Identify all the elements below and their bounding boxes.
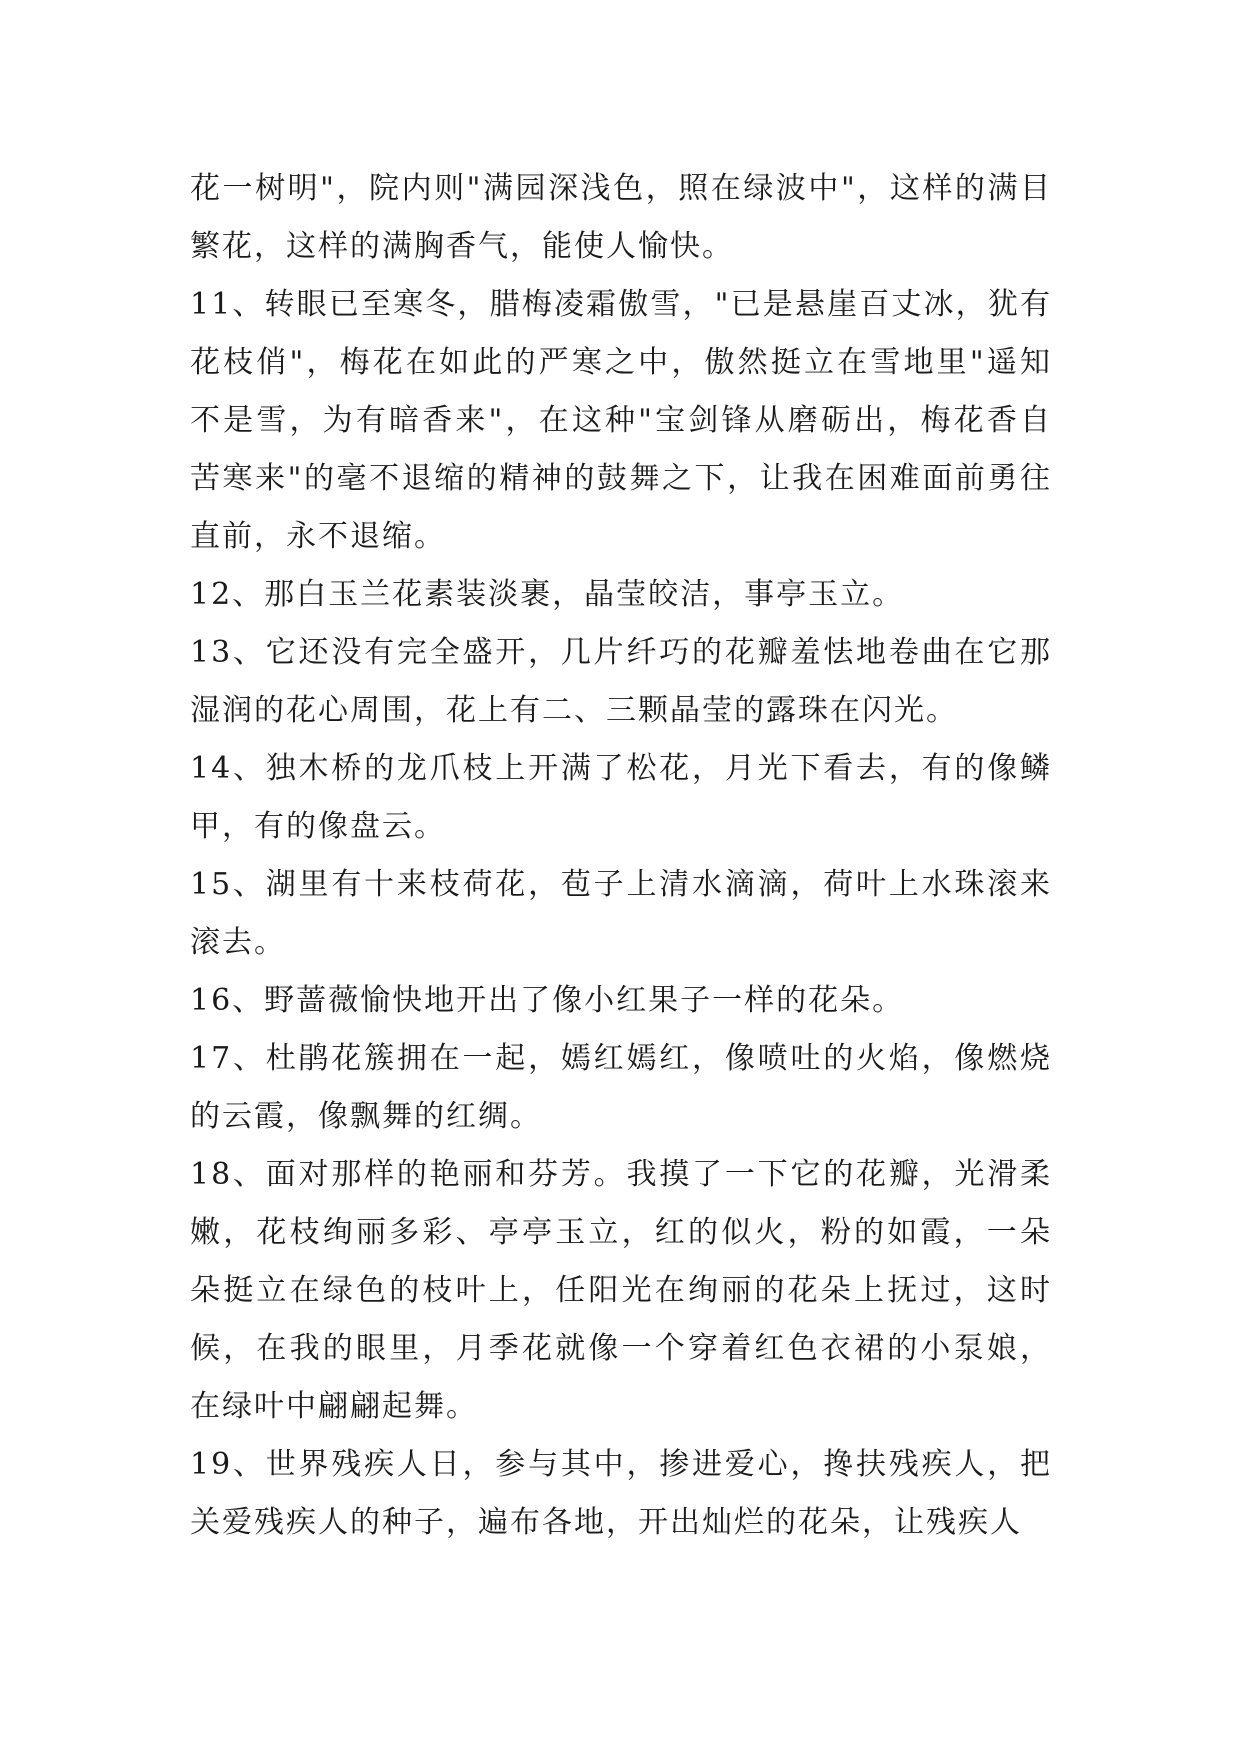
paragraph-19: 19、世界残疾人日，参与其中，掺进爱心，搀扶残疾人，把关爱残疾人的种子，遍布各地，开出灿烂的花朵，让残疾人 (190, 1447, 1052, 1540)
paragraph-17: 17、杜鹃花簇拥在一起，嫣红嫣红，像喷吐的火焰，像燃烧的云霞，像飘舞的红绸。 (190, 1041, 1052, 1134)
paragraph-13: 13、它还没有完全盛开，几片纤巧的花瓣羞怯地卷曲在它那湿润的花心周围，花上有二、三颗晶莹的露珠在闪光。 (190, 635, 1052, 728)
paragraph-18: 18、面对那样的艳丽和芬芳。我摸了一下它的花瓣，光滑柔嫩，花枝绚丽多彩、亭亭玉立，红的似火，粉的如霞，一朵朵挺立在绿色的枝叶上，任阳光在绚丽的花朵上抚过，这时候，在我的眼里，月季花就像一个穿着红色衣裙的小泵娘，在绿叶中翩翩起舞。 (190, 1157, 1052, 1424)
document-body (190, 160, 1052, 1552)
paragraph-11: 11、转眼已至寒冬，腊梅凌霜傲雪，"已是悬崖百丈冰，犹有花枝俏"，梅花在如此的严寒之中，傲然挺立在雪地里"遥知不是雪，为有暗香来"，在这种"宝剑锋从磨砺出，梅花香自苦寒来"的毫不退缩的精神的鼓舞之下，让我在困难面前勇往直前，永不退缩。 (190, 287, 1052, 554)
paragraph-12: 12、那白玉兰花素装淡裹，晶莹皎洁，事亭玉立。 (190, 577, 905, 612)
paragraph-16: 16、野蔷薇愉快地开出了像小红果子一样的花朵。 (190, 983, 905, 1018)
paragraph-14: 14、独木桥的龙爪枝上开满了松花，月光下看去，有的像鳞甲，有的像盘云。 (190, 751, 1052, 844)
paragraph-15: 15、湖里有十来枝荷花，苞子上清水滴滴，荷叶上水珠滚来滚去。 (190, 867, 1052, 960)
paragraph-0: 花一树明"，院内则"满园深浅色，照在绿波中"，这样的满目繁花，这样的满胸香气，能使人愉快。 (190, 171, 1052, 264)
